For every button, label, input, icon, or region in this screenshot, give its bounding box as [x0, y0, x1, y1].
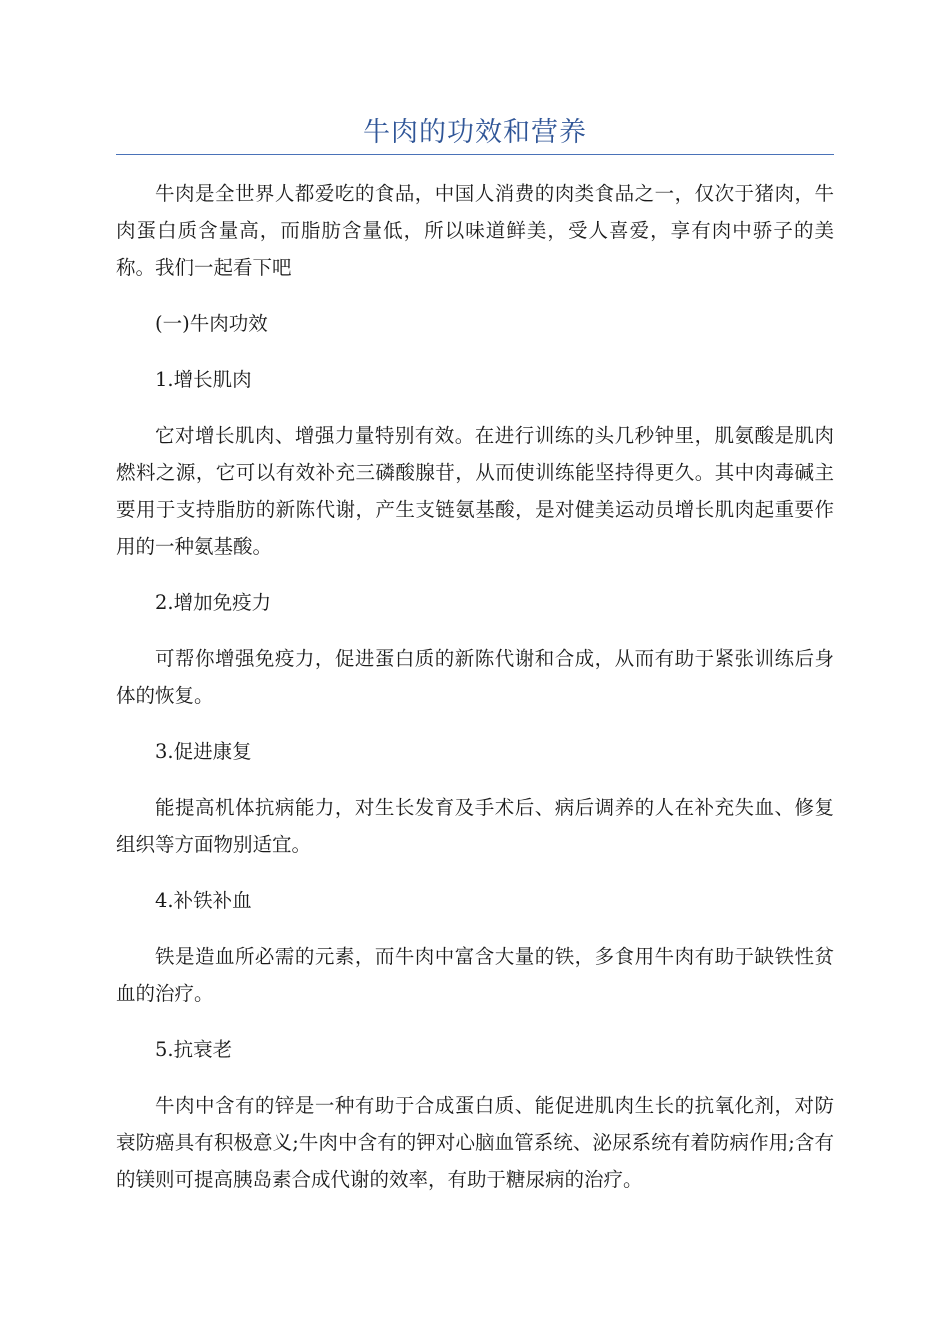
item-body-3: 能提高机体抗病能力，对生长发育及手术后、病后调养的人在补充失血、修复组织等方面物别适宜。: [116, 796, 834, 856]
title-underline: [116, 154, 834, 155]
item-heading-1: 1.增长肌肉: [155, 368, 252, 391]
item-heading-5: 5.抗衰老: [155, 1038, 233, 1061]
section-heading: (一)牛肉功效: [155, 312, 268, 335]
item-heading-4: 4.补铁补血: [155, 889, 252, 912]
item-heading-2: 2.增加免疫力: [155, 591, 272, 614]
item-body-1: 它对增长肌肉、增强力量特别有效。在进行训练的头几秒钟里，肌氨酸是肌肉燃料之源，它可以有效补充三磷酸腺苷，从而使训练能坚持得更久。其中肉毒碱主要用于支持脂肪的新陈代谢，产生支链氨基酸，是对健美运动员增长肌肉起重要作用的一种氨基酸。: [116, 424, 834, 558]
document-page: [116, 0, 834, 1198]
item-heading-3: 3.促进康复: [155, 740, 252, 763]
item-body-4: 铁是造血所必需的元素，而牛肉中富含大量的铁，多食用牛肉有助于缺铁性贫血的治疗。: [116, 945, 834, 1005]
item-body-2: 可帮你增强免疫力，促进蛋白质的新陈代谢和合成，从而有助于紧张训练后身体的恢复。: [116, 647, 834, 707]
document-title: 牛肉的功效和营养: [363, 117, 587, 148]
document-body: [116, 175, 834, 1198]
intro-paragraph: 牛肉是全世界人都爱吃的食品，中国人消费的肉类食品之一，仅次于猪肉，牛肉蛋白质含量高，而脂肪含量低，所以味道鲜美，受人喜爱，享有肉中骄子的美称。我们一起看下吧: [116, 182, 834, 279]
item-body-5: 牛肉中含有的锌是一种有助于合成蛋白质、能促进肌肉生长的抗氧化剂，对防衰防癌具有积极意义;牛肉中含有的钾对心脑血管系统、泌尿系统有着防病作用;含有的镁则可提高胰岛素合成代谢的效率，有助于糖尿病的治疗。: [116, 1094, 834, 1191]
